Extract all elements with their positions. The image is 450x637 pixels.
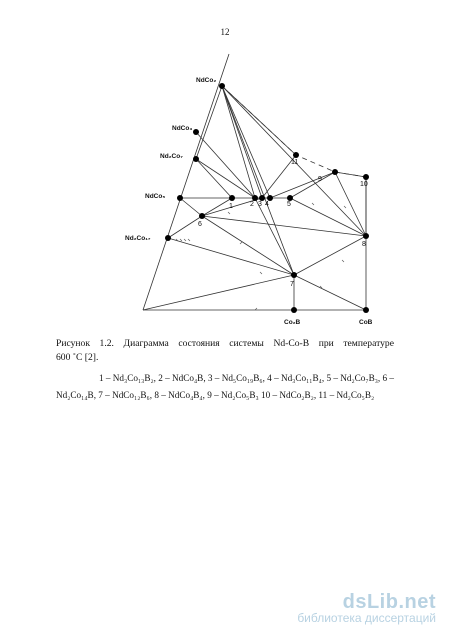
point-label-4: 4 [265, 201, 269, 208]
node-NdCo2 [219, 83, 225, 89]
node-Nd2Co7 [193, 156, 199, 162]
label-Co2B: Co₂B [284, 319, 301, 326]
node-9 [332, 169, 338, 175]
label-Nd2Co7: Nd₂Co₇ [160, 153, 183, 160]
point-label-3: 3 [258, 201, 262, 208]
label-NdCo2: NdCo₂ [196, 77, 217, 84]
label-NdCo3: NdCo₃ [172, 125, 193, 132]
page-number: 12 [220, 27, 230, 37]
point-label-1: 1 [229, 203, 233, 210]
point-label-7: 7 [290, 281, 294, 288]
label-Nd2Co17: Nd₂Co₁₇ [125, 235, 151, 242]
figure-caption-line-1: Рисунок 1.2. Диаграмма состояния системы Nd-Co-B при температуре [56, 338, 394, 349]
point-label-8: 8 [362, 241, 366, 248]
node-Nd2Co17 [165, 235, 171, 241]
figure-caption-line-2: 600 ˚С [2]. [56, 352, 99, 363]
point-label-2: 2 [250, 201, 254, 208]
legend-line-1: 1 – Nd₃Co₁₃B₂, 2 – NdCo₄B, 3 – Nd₅Co₁₉B₆, 4 – Nd₃Co₁₁B₄, 5 – Nd₂Co₇B₃, 6 – [98, 373, 394, 383]
watermark-subtitle: библиотека диссертаций [297, 611, 436, 625]
legend-line-2: Nd₂Co₁₄B, 7 – NdCo₁₂B₆, 8 – NdCo₄B₄, 9 – Nd₂Co₅B₃ 10 – NdCo₂B₂, 11 – Nd₂Co₅B₂ [56, 390, 375, 400]
node-11 [293, 152, 299, 158]
point-label-6: 6 [198, 221, 202, 228]
node-8 [363, 233, 369, 239]
point-label-5: 5 [287, 201, 291, 208]
frame-left-edge [143, 54, 229, 310]
node-7 [291, 272, 297, 278]
node-6 [199, 213, 205, 219]
node-CoB [363, 307, 369, 313]
node-Co2B [291, 307, 297, 313]
node-NdCo5 [177, 195, 183, 201]
label-CoB: CoB [359, 319, 373, 326]
point-label-11: 11 [291, 159, 299, 166]
node-NdCo3 [193, 129, 199, 135]
node-10 [363, 174, 369, 180]
watermark-logo: dsLib.net [342, 591, 436, 613]
point-label-10: 10 [360, 181, 368, 188]
label-NdCo5: NdCo₅ [145, 193, 166, 200]
watermark [297, 591, 436, 625]
node-1 [229, 195, 235, 201]
point-label-9: 9 [318, 176, 322, 183]
